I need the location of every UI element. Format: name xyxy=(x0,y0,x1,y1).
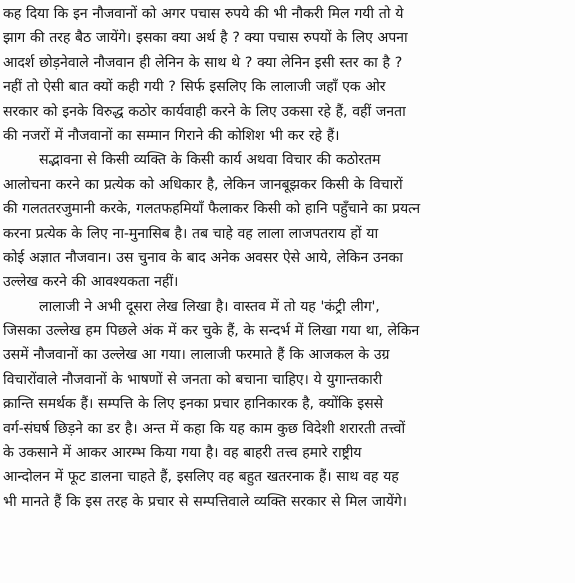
text-line: कोई अज्ञात नौजवान। उस चुनाव के बाद अनेक अवसर ऐसे आये, लेकिन उनका xyxy=(3,249,403,266)
text-line: सरकार को इनके विरुद्ध कठोर कार्यवाही करने के लिए उकसा रहे हैं, वहीं जनता xyxy=(3,103,406,120)
text-line: सद्भावना से किसी व्यक्ति के किसी कार्य अथवा विचार की कठोरतम xyxy=(39,152,381,169)
text-line: के उकसाने में आकर आरम्भ किया गया है। वह बाहरी तत्त्व हमारे राष्ट्रीय xyxy=(3,445,362,462)
paragraph-1 xyxy=(3,2,571,148)
text-line: क्रान्ति समर्थक हैं। सम्पत्ति के लिए इनका प्रचार हानिकारक है, क्योंकि इससे xyxy=(3,396,383,413)
text-line: नहीं तो ऐसी बात क्यों कही गयी ? सिर्फ इसलिए कि लालाजी जहाँ एक ओर xyxy=(3,79,386,96)
text-line: भी मानते हैं कि इस तरह के प्रचार से सम्पत्तिवाले व्यक्ति सरकार से मिल जायेंगे। xyxy=(3,493,407,510)
text-line: उल्लेख करने की आवश्यकता नहीं। xyxy=(3,274,179,291)
text-line: विचारोंवाले नौजवानों के भाषणों से जनता को बचाना चाहिए। ये युगान्तकारी xyxy=(3,371,382,388)
text-line: आलोचना करने का प्रत्येक को अधिकार है, लेकिन जानबूझकर किसी के विचारों xyxy=(3,176,403,193)
text-line: की गलततरजुमानी करके, गलतफहमियाँ फैलाकर किसी को हानि पहुँचाने का प्रयत्न xyxy=(3,201,420,218)
text-line: लालाजी ने अभी दूसरा लेख लिखा है। वास्तव में तो यह 'कंट्री लीग', xyxy=(39,298,380,315)
paragraph-2 xyxy=(3,148,571,294)
text-line: करना प्रत्येक के लिए ना-मुनासिब है। तब चाहे वह लाला लाजपतराय हों या xyxy=(3,225,378,242)
paragraph-3 xyxy=(3,295,571,515)
text-line: वर्ग-संघर्ष छिड़ने का डर है। अन्त में कहा कि यह काम कुछ विदेशी शरारती तत्त्वों xyxy=(3,420,405,437)
text-line: झाग की तरह बैठ जायेंगे। इसका क्या अर्थ है ? क्या पचास रुपयों के लिए अपना xyxy=(3,30,408,47)
text-line: आन्दोलन में फूट डालना चाहते हैं, इसलिए वह बहुत खतरनाक हैं। साथ वह यह xyxy=(3,469,399,486)
text-line: आदर्श छोड़नेवाले नौजवान ही लेनिन के साथ थे ? क्या लेनिन इसी स्तर का है ? xyxy=(3,54,403,71)
body-text xyxy=(3,2,571,514)
text-line: कह दिया कि इन नौजवानों को अगर पचास रुपये की भी नौकरी मिल गयी तो ये xyxy=(3,6,404,22)
text-line: जिसका उल्लेख हम पिछले अंक में कर चुके हैं, के सन्दर्भ में लिखा गया था, लेकिन xyxy=(3,323,420,340)
text-line: उसमें नौजवानों का उल्लेख आ गया। लालाजी फरमाते हैं कि आजकल के उग्र xyxy=(3,347,390,364)
text-line: की नजरों में नौजवानों का सम्मान गिराने की कोशिश भी कर रहे हैं। xyxy=(3,127,340,144)
